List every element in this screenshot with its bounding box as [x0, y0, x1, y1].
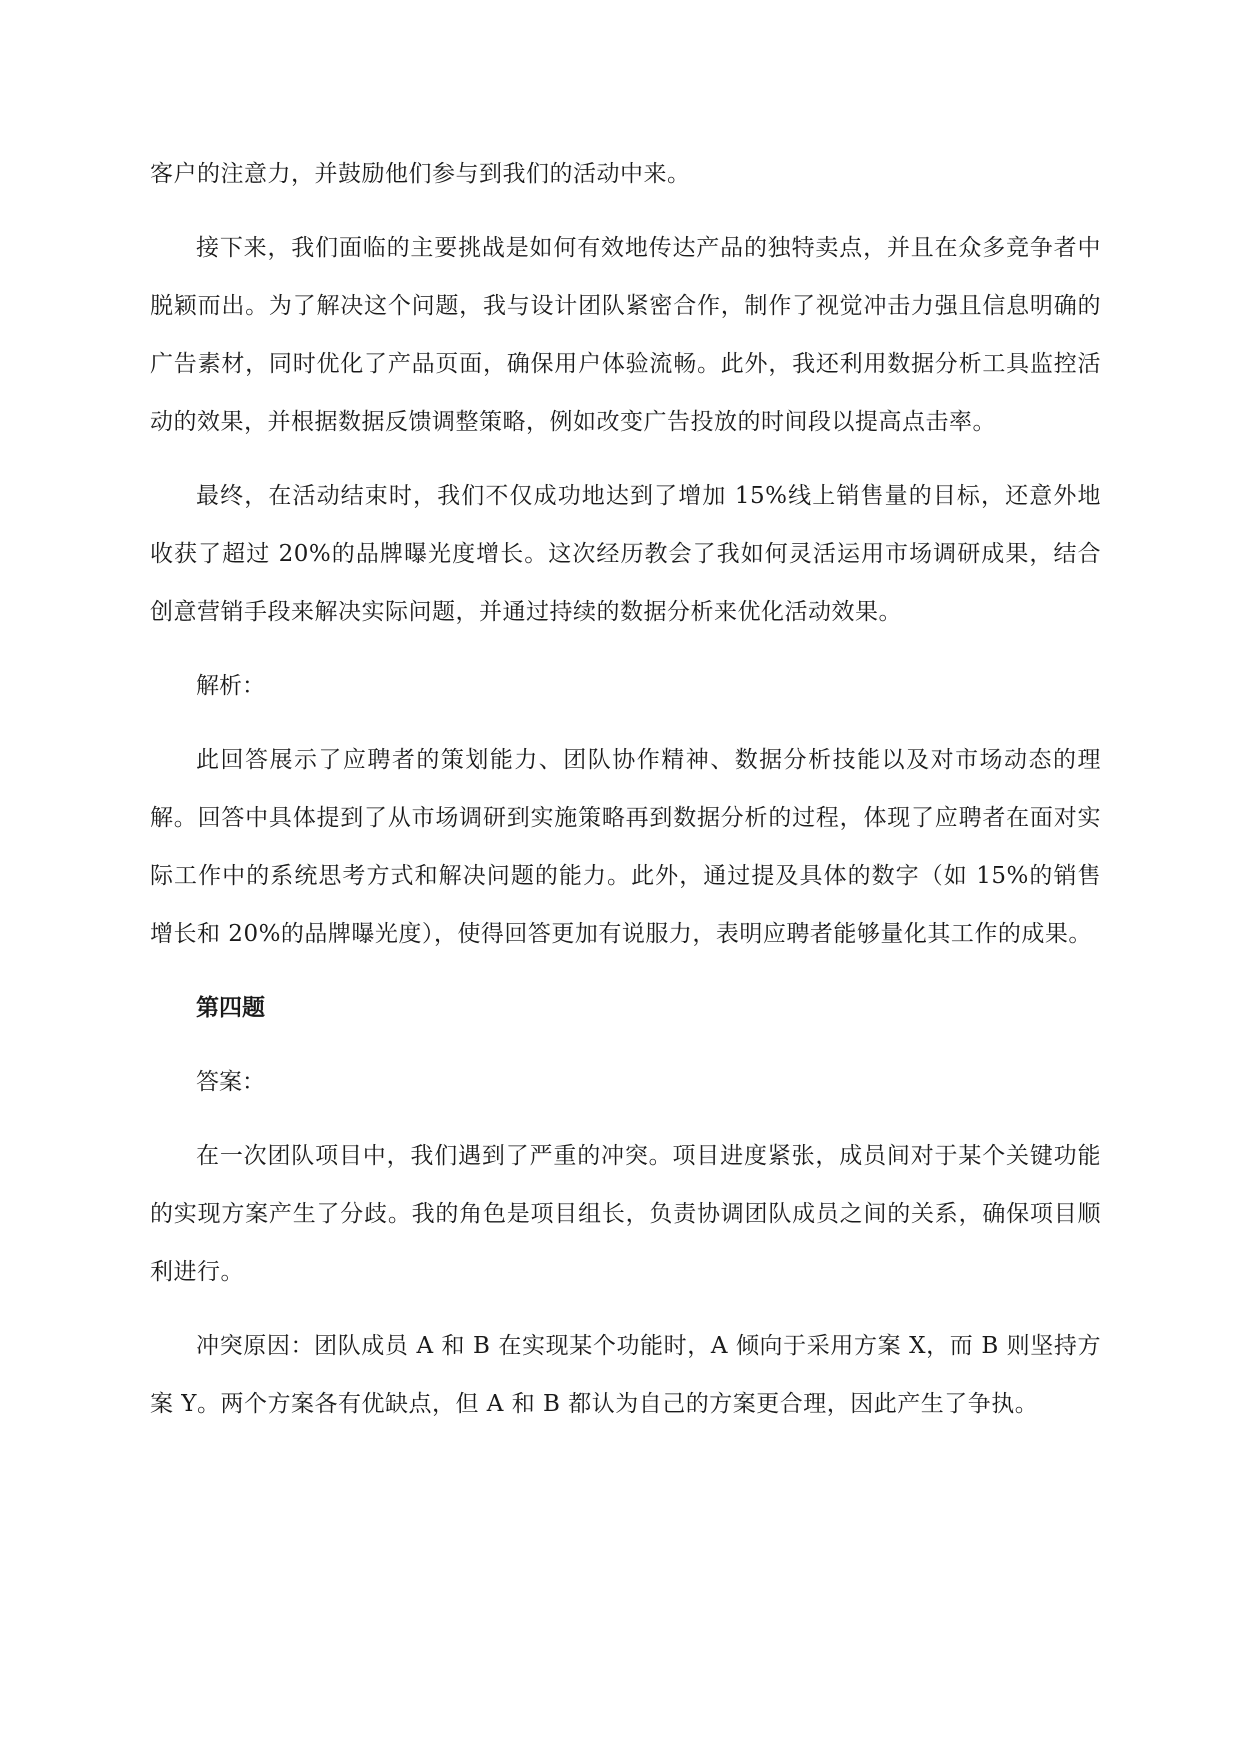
paragraph-result: 最终，在活动结束时，我们不仅成功地达到了增加 15%线上销售量的目标，还意外地收获了超过 20%的品牌曝光度增长。这次经历教会了我如何灵活运用市场调研成果，结合创意营销手段来解决实际问题，并通过持续的数据分析来优化活动效果。 — [150, 483, 1101, 625]
paragraph-challenge: 接下来，我们面临的主要挑战是如何有效地传达产品的独特卖点，并且在众多竞争者中脱颖而出。为了解决这个问题，我与设计团队紧密合作，制作了视觉冲击力强且信息明确的广告素材，同时优化了产品页面，确保用户体验流畅。此外，我还利用数据分析工具监控活动的效果，并根据数据反馈调整策略，例如改变广告投放的时间段以提高点击率。 — [150, 235, 1101, 435]
document-page — [150, 145, 1101, 1449]
answer-label: 答案： — [196, 1069, 265, 1095]
analysis-label: 解析： — [196, 673, 265, 699]
paragraph-conflict-cause: 冲突原因：团队成员 A 和 B 在实现某个功能时，A 倾向于采用方案 X，而 B 则坚持方案 Y。两个方案各有优缺点，但 A 和 B 都认为自己的方案更合理，因此产生了争执。 — [150, 1333, 1101, 1417]
paragraph-continuation: 客户的注意力，并鼓励他们参与到我们的活动中来。 — [150, 161, 691, 187]
paragraph-conflict-intro: 在一次团队项目中，我们遇到了严重的冲突。项目进度紧张，成员间对于某个关键功能的实现方案产生了分歧。我的角色是项目组长，负责协调团队成员之间的关系，确保项目顺利进行。 — [150, 1143, 1101, 1285]
paragraph-analysis: 此回答展示了应聘者的策划能力、团队协作精神、数据分析技能以及对市场动态的理解。回答中具体提到了从市场调研到实施策略再到数据分析的过程，体现了应聘者在面对实际工作中的系统思考方式和解决问题的能力。此外，通过提及具体的数字（如 15%的销售增长和 20%的品牌曝光度），使得回答更加有说服力，表明应聘者能够量化其工作的成果。 — [150, 747, 1101, 947]
section-heading: 第四题 — [196, 995, 265, 1021]
